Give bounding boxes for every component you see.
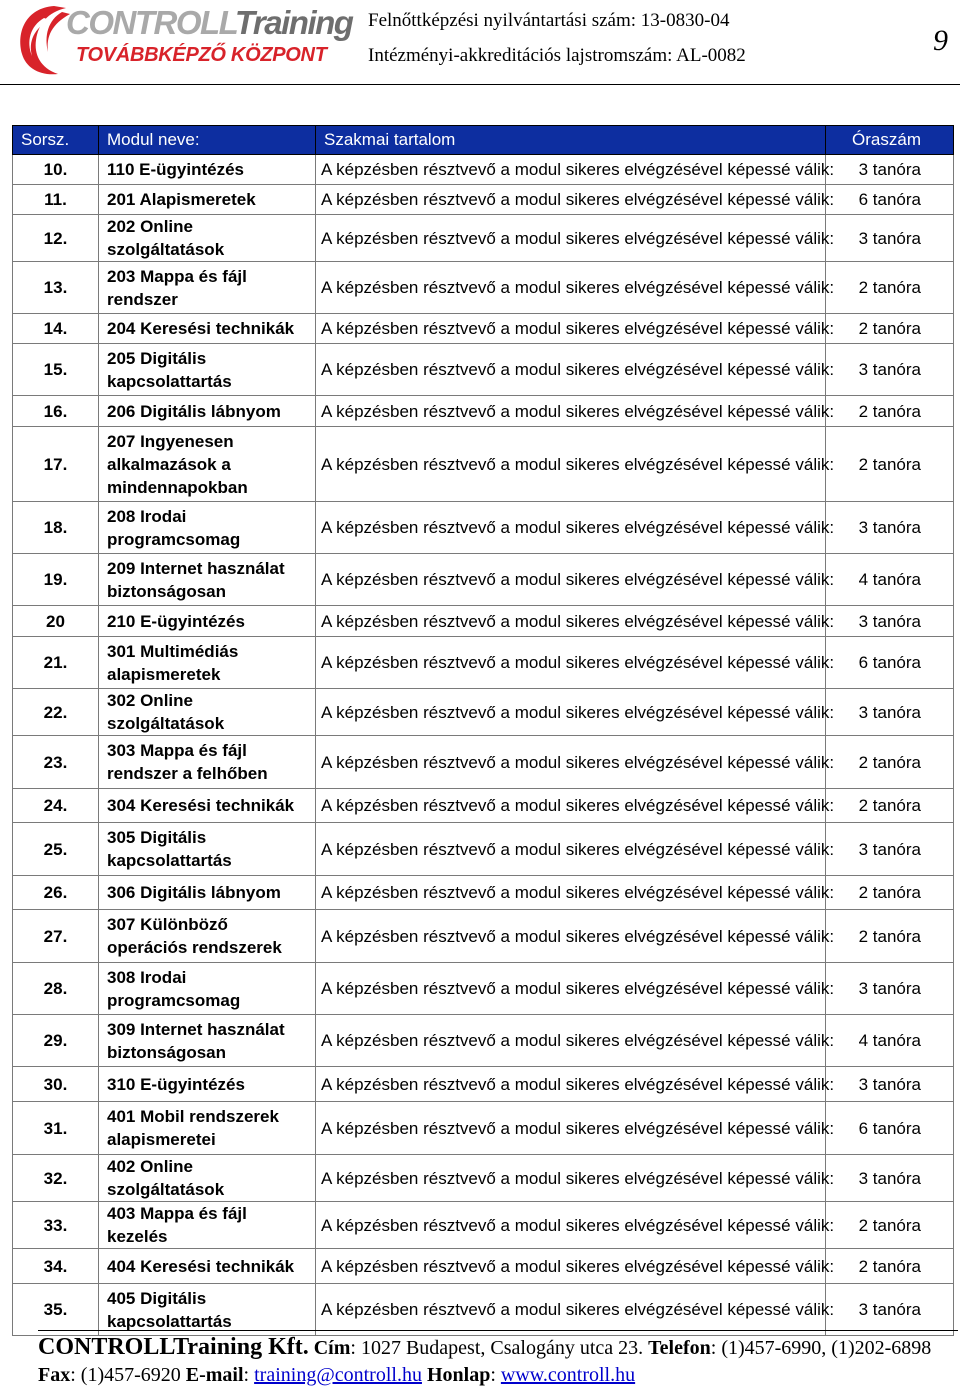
module-content: A képzésben résztvevő a modul sikeres elvégzésével képessé válik: xyxy=(316,215,826,262)
page-footer: CONTROLLTraining Kft. Cím: 1027 Budapest, Csalogány utca 23. Telefon: (1)457-6990, (1)202-6898 Fax: (1)457-6920 E-mail: training@controll.hu Honlap: www.controll.hu xyxy=(38,1334,932,1386)
table-row xyxy=(13,314,954,344)
footer-company: CONTROLLTraining Kft. xyxy=(38,1334,309,1360)
module-hours: 3 tanóra xyxy=(826,823,954,876)
module-hours: 2 tanóra xyxy=(826,427,954,502)
column-header-number: Sorsz. xyxy=(13,126,99,155)
module-name: 402 Online szolgáltatások xyxy=(99,1155,316,1202)
module-name: 210 E-ügyintézés xyxy=(99,606,316,637)
table-row xyxy=(13,606,954,637)
module-name: 208 Irodai programcsomag xyxy=(99,502,316,554)
module-hours: 3 tanóra xyxy=(826,1284,954,1336)
row-number: 25. xyxy=(13,823,99,876)
module-name: 307 Különböző operációs rendszerek xyxy=(99,910,316,963)
row-number: 17. xyxy=(13,427,99,502)
row-number: 32. xyxy=(13,1155,99,1202)
row-number: 35. xyxy=(13,1284,99,1336)
accreditation-number: Intézményi-akkreditációs lajstromszám: AL-0082 xyxy=(368,45,746,66)
module-name: 308 Irodai programcsomag xyxy=(99,963,316,1015)
module-hours: 3 tanóra xyxy=(826,689,954,736)
table-row xyxy=(13,185,954,215)
module-name: 305 Digitális kapcsolattartás xyxy=(99,823,316,876)
module-name: 404 Keresési technikák xyxy=(99,1249,316,1284)
module-content: A képzésben résztvevő a modul sikeres elvégzésével képessé válik: xyxy=(316,1249,826,1284)
module-name: 110 E-ügyintézés xyxy=(99,155,316,185)
module-hours: 2 tanóra xyxy=(826,789,954,823)
table-row xyxy=(13,823,954,876)
table-row xyxy=(13,789,954,823)
module-name: 309 Internet használat biztonságosan xyxy=(99,1015,316,1067)
module-name: 206 Digitális lábnyom xyxy=(99,396,316,427)
header-divider xyxy=(0,84,960,85)
registration-number: Felnőttképzési nyilvántartási szám: 13-0830-04 xyxy=(368,10,730,31)
table-row xyxy=(13,1155,954,1202)
module-hours: 3 tanóra xyxy=(826,155,954,185)
module-name: 204 Keresési technikák xyxy=(99,314,316,344)
module-hours: 2 tanóra xyxy=(826,314,954,344)
module-hours: 3 tanóra xyxy=(826,963,954,1015)
module-content: A képzésben résztvevő a modul sikeres elvégzésével képessé válik: xyxy=(316,1155,826,1202)
module-name: 209 Internet használat biztonságosan xyxy=(99,554,316,606)
row-number: 16. xyxy=(13,396,99,427)
table-row xyxy=(13,554,954,606)
row-number: 24. xyxy=(13,789,99,823)
module-hours: 3 tanóra xyxy=(826,1155,954,1202)
page-header xyxy=(0,0,960,88)
row-number: 11. xyxy=(13,185,99,215)
module-content: A képzésben résztvevő a modul sikeres elvégzésével képessé válik: xyxy=(316,185,826,215)
column-header-hours: Óraszám xyxy=(826,126,954,155)
column-header-module: Modul neve: xyxy=(99,126,316,155)
footer-web-link[interactable]: www.controll.hu xyxy=(500,1364,636,1386)
row-number: 10. xyxy=(13,155,99,185)
module-content: A képzésben résztvevő a modul sikeres elvégzésével képessé válik: xyxy=(316,963,826,1015)
module-hours: 6 tanóra xyxy=(826,1102,954,1155)
row-number: 20 xyxy=(13,606,99,637)
table-row xyxy=(13,1067,954,1102)
module-hours: 3 tanóra xyxy=(826,502,954,554)
table-row xyxy=(13,262,954,314)
row-number: 29. xyxy=(13,1015,99,1067)
module-content: A képzésben résztvevő a modul sikeres elvégzésével képessé válik: xyxy=(316,155,826,185)
table-row xyxy=(13,344,954,396)
table-row xyxy=(13,427,954,502)
table-row xyxy=(13,1202,954,1249)
module-hours: 2 tanóra xyxy=(826,876,954,910)
module-name: 401 Mobil rendszerek alapismeretei xyxy=(99,1102,316,1155)
footer-address: 1027 Budapest, Csalogány utca 23. xyxy=(360,1337,644,1359)
logo-title: CONTROLLTraining xyxy=(66,4,353,41)
footer-web-label: Honlap xyxy=(426,1364,491,1386)
module-hours: 2 tanóra xyxy=(826,396,954,427)
module-name: 203 Mappa és fájl rendszer xyxy=(99,262,316,314)
module-hours: 3 tanóra xyxy=(826,1067,954,1102)
module-hours: 2 tanóra xyxy=(826,910,954,963)
footer-phone: (1)457-6990, (1)202-6898 xyxy=(721,1337,932,1359)
column-header-content: Szakmai tartalom xyxy=(316,126,826,155)
module-content: A képzésben résztvevő a modul sikeres elvégzésével képessé válik: xyxy=(316,823,826,876)
module-name: 207 Ingyenesen alkalmazások a mindennapokban xyxy=(99,427,316,502)
module-name: 302 Online szolgáltatások xyxy=(99,689,316,736)
module-content: A képzésben résztvevő a modul sikeres elvégzésével képessé válik: xyxy=(316,344,826,396)
table-row xyxy=(13,910,954,963)
row-number: 18. xyxy=(13,502,99,554)
module-content: A képzésben résztvevő a modul sikeres elvégzésével képessé válik: xyxy=(316,554,826,606)
row-number: 27. xyxy=(13,910,99,963)
row-number: 14. xyxy=(13,314,99,344)
row-number: 12. xyxy=(13,215,99,262)
table-row xyxy=(13,1249,954,1284)
module-hours: 3 tanóra xyxy=(826,215,954,262)
module-hours: 6 tanóra xyxy=(826,637,954,689)
table-row xyxy=(13,637,954,689)
table-row xyxy=(13,396,954,427)
module-content: A képzésben résztvevő a modul sikeres elvégzésével képessé válik: xyxy=(316,606,826,637)
module-content: A képzésben résztvevő a modul sikeres elvégzésével képessé válik: xyxy=(316,262,826,314)
module-hours: 6 tanóra xyxy=(826,185,954,215)
module-hours: 4 tanóra xyxy=(826,1015,954,1067)
module-content: A képzésben résztvevő a modul sikeres elvégzésével képessé válik: xyxy=(316,637,826,689)
footer-phone-label: Telefon xyxy=(648,1337,711,1359)
table-row xyxy=(13,215,954,262)
module-content: A képzésben résztvevő a modul sikeres elvégzésével képessé válik: xyxy=(316,1102,826,1155)
row-number: 13. xyxy=(13,262,99,314)
footer-email-link[interactable]: training@controll.hu xyxy=(254,1364,422,1386)
logo-subtitle: TOVÁBBKÉPZŐ KÖZPONT xyxy=(76,44,327,66)
table-row xyxy=(13,736,954,789)
table-row xyxy=(13,689,954,736)
footer-divider xyxy=(38,1330,958,1331)
module-content: A képzésben résztvevő a modul sikeres elvégzésével képessé válik: xyxy=(316,876,826,910)
footer-email-label: E-mail xyxy=(185,1364,244,1386)
module-name: 202 Online szolgáltatások xyxy=(99,215,316,262)
module-content: A képzésben résztvevő a modul sikeres elvégzésével képessé válik: xyxy=(316,502,826,554)
module-content: A képzésben résztvevő a modul sikeres elvégzésével képessé válik: xyxy=(316,910,826,963)
row-number: 26. xyxy=(13,876,99,910)
row-number: 31. xyxy=(13,1102,99,1155)
module-name: 205 Digitális kapcsolattartás xyxy=(99,344,316,396)
module-content: A képzésben résztvevő a modul sikeres elvégzésével képessé válik: xyxy=(316,1015,826,1067)
module-content: A képzésben résztvevő a modul sikeres elvégzésével képessé válik: xyxy=(316,396,826,427)
table-header-row xyxy=(13,126,954,155)
logo-swoosh-icon xyxy=(14,2,74,78)
module-content: A képzésben résztvevő a modul sikeres elvégzésével képessé válik: xyxy=(316,314,826,344)
page-number: 9 xyxy=(933,24,948,57)
module-name: 201 Alapismeretek xyxy=(99,185,316,215)
row-number: 33. xyxy=(13,1202,99,1249)
footer-fax: (1)457-6920 xyxy=(80,1364,181,1386)
row-number: 21. xyxy=(13,637,99,689)
modules-table xyxy=(12,125,954,1336)
footer-fax-label: Fax xyxy=(38,1364,71,1386)
table-row xyxy=(13,1284,954,1336)
table-row xyxy=(13,1015,954,1067)
row-number: 30. xyxy=(13,1067,99,1102)
row-number: 19. xyxy=(13,554,99,606)
row-number: 15. xyxy=(13,344,99,396)
module-name: 405 Digitális kapcsolattartás xyxy=(99,1284,316,1336)
module-name: 310 E-ügyintézés xyxy=(99,1067,316,1102)
module-hours: 2 tanóra xyxy=(826,262,954,314)
module-hours: 2 tanóra xyxy=(826,1202,954,1249)
module-name: 403 Mappa és fájl kezelés xyxy=(99,1202,316,1249)
module-content: A képzésben résztvevő a modul sikeres elvégzésével képessé válik: xyxy=(316,1067,826,1102)
module-name: 304 Keresési technikák xyxy=(99,789,316,823)
row-number: 34. xyxy=(13,1249,99,1284)
module-name: 306 Digitális lábnyom xyxy=(99,876,316,910)
module-hours: 3 tanóra xyxy=(826,606,954,637)
table-row xyxy=(13,155,954,185)
module-content: A képzésben résztvevő a modul sikeres elvégzésével képessé válik: xyxy=(316,1202,826,1249)
company-logo xyxy=(12,2,353,78)
module-hours: 4 tanóra xyxy=(826,554,954,606)
table-row xyxy=(13,876,954,910)
module-content: A képzésben résztvevő a modul sikeres elvégzésével képessé válik: xyxy=(316,1284,826,1336)
module-content: A képzésben résztvevő a modul sikeres elvégzésével képessé válik: xyxy=(316,689,826,736)
module-name: 301 Multimédiás alapismeretek xyxy=(99,637,316,689)
module-hours: 2 tanóra xyxy=(826,1249,954,1284)
module-content: A képzésben résztvevő a modul sikeres elvégzésével képessé válik: xyxy=(316,736,826,789)
module-content: A képzésben résztvevő a modul sikeres elvégzésével képessé válik: xyxy=(316,789,826,823)
module-name: 303 Mappa és fájl rendszer a felhőben xyxy=(99,736,316,789)
table-row xyxy=(13,502,954,554)
module-content: A képzésben résztvevő a modul sikeres elvégzésével képessé válik: xyxy=(316,427,826,502)
row-number: 22. xyxy=(13,689,99,736)
row-number: 23. xyxy=(13,736,99,789)
module-hours: 3 tanóra xyxy=(826,344,954,396)
table-row xyxy=(13,1102,954,1155)
table-row xyxy=(13,963,954,1015)
row-number: 28. xyxy=(13,963,99,1015)
footer-address-label: Cím xyxy=(313,1337,351,1359)
module-hours: 2 tanóra xyxy=(826,736,954,789)
